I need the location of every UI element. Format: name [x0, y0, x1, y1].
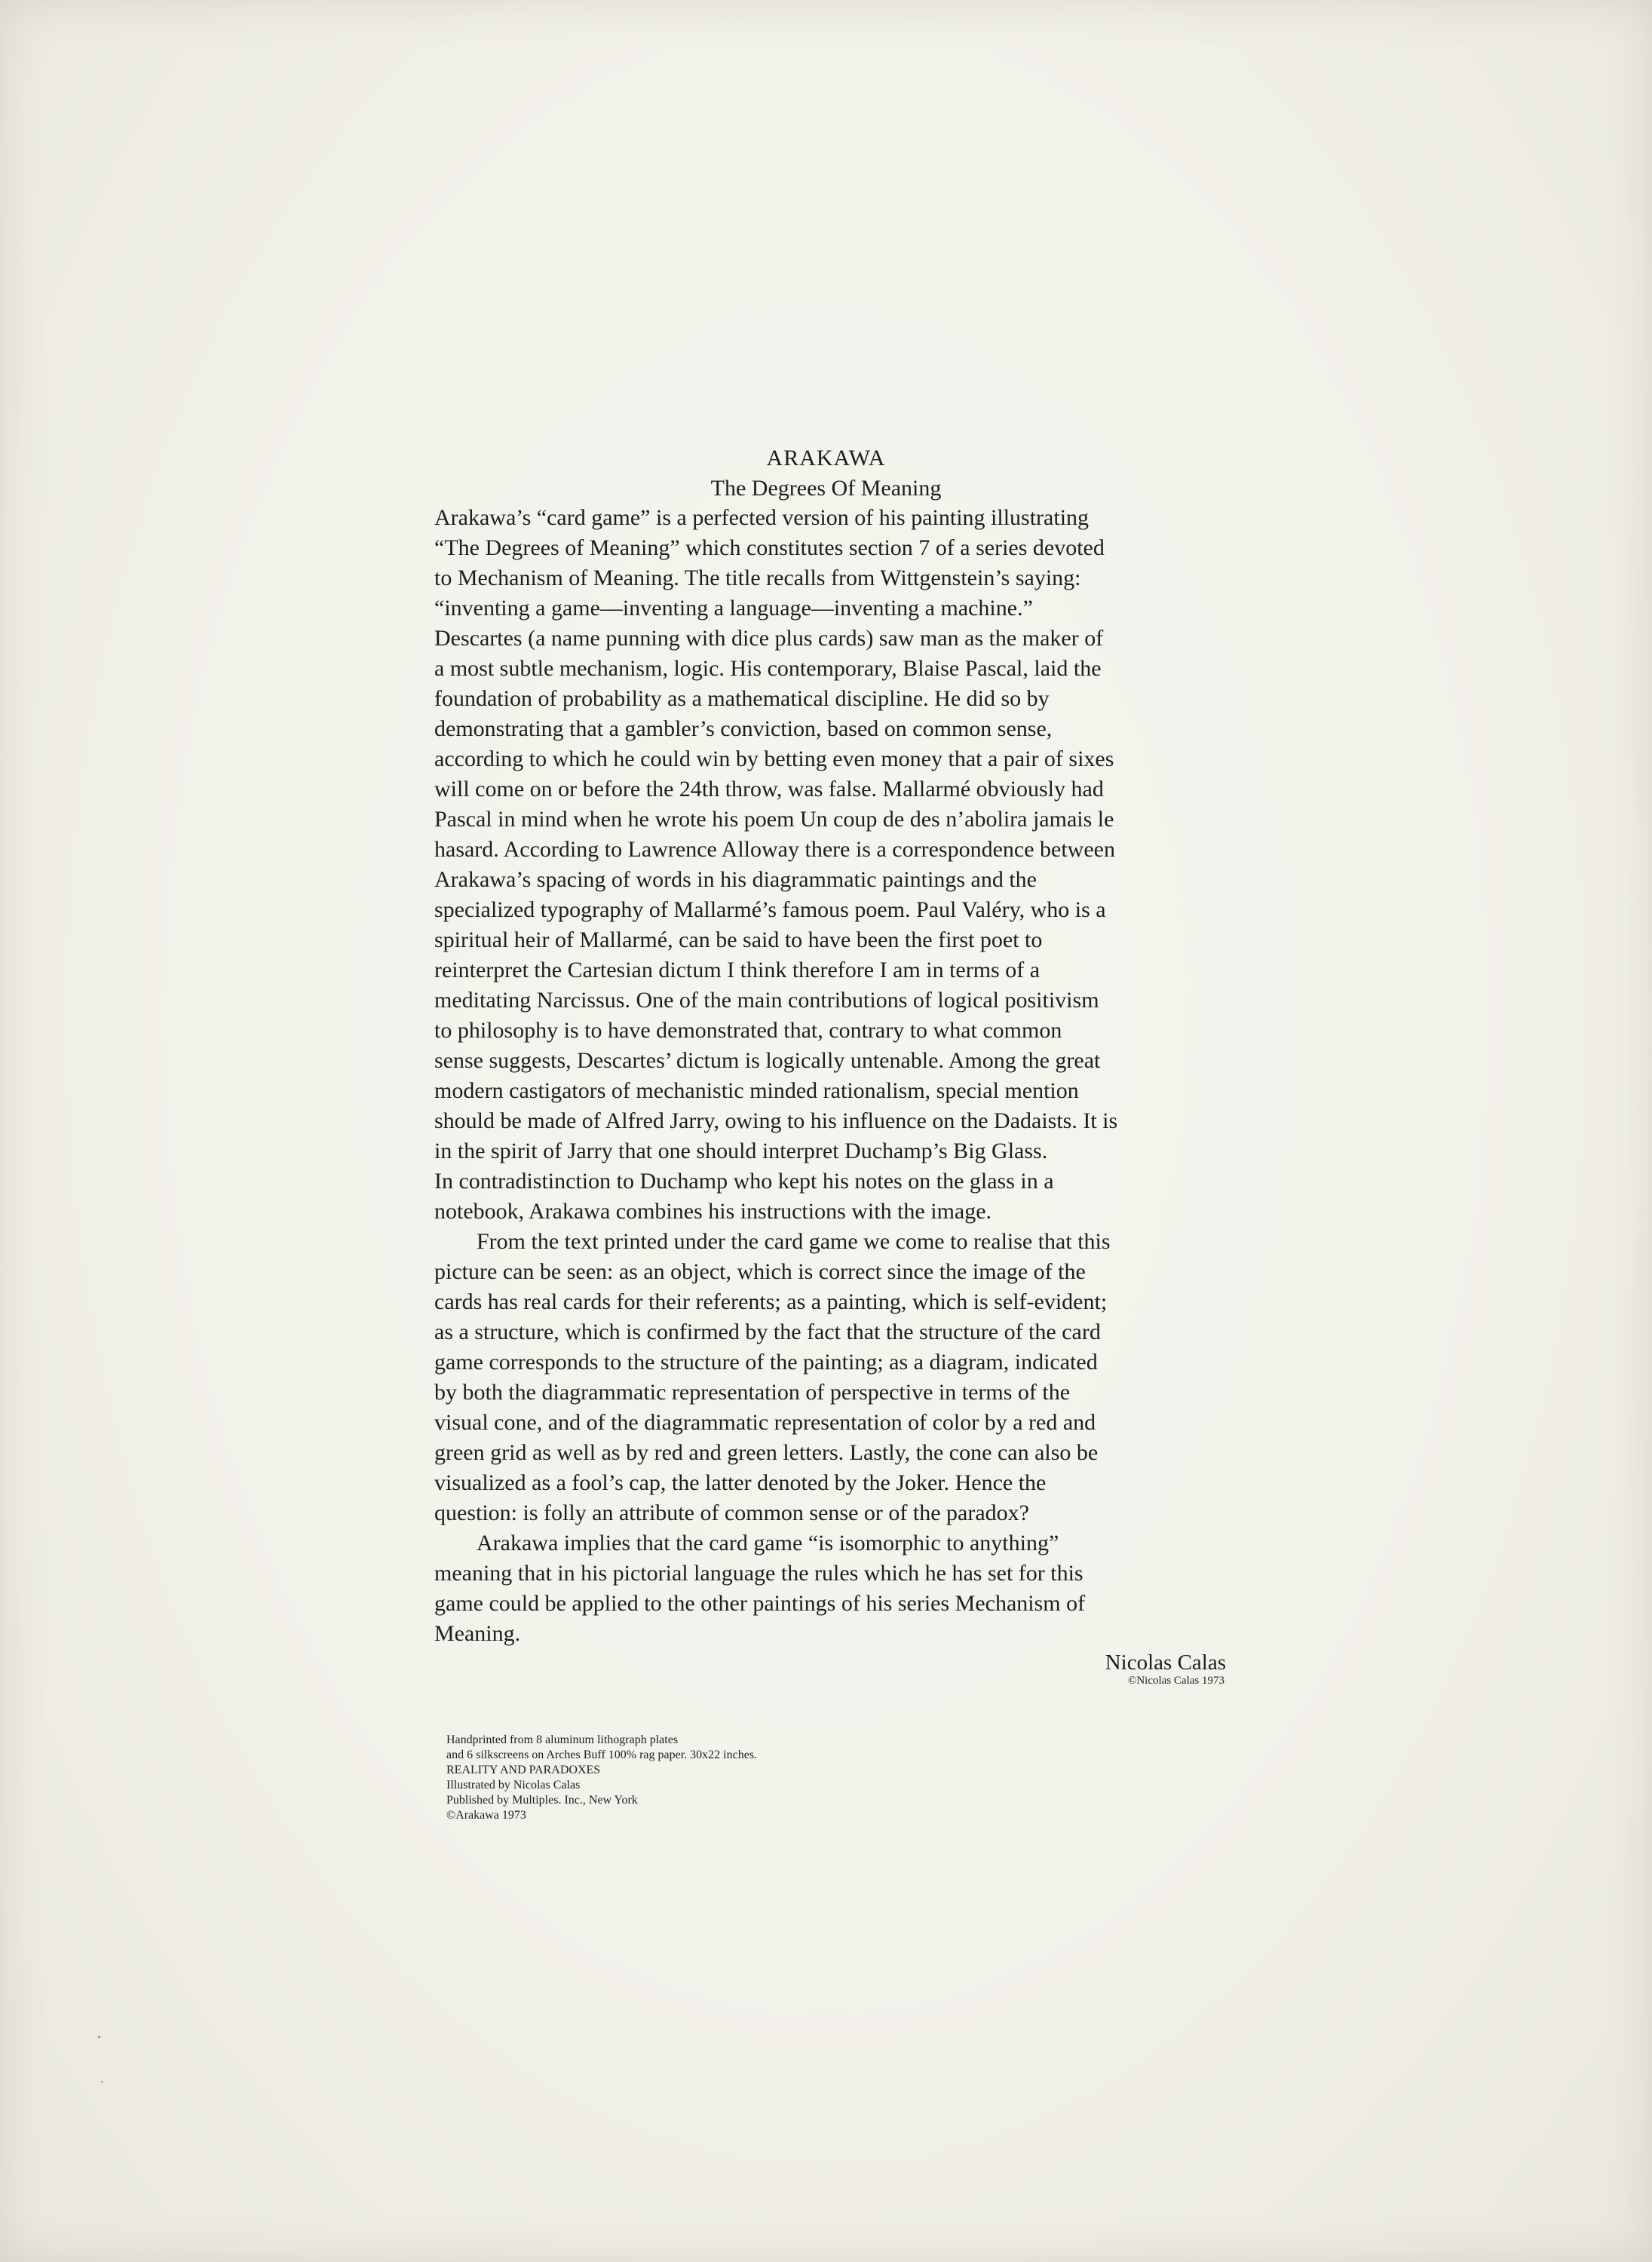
essay-line: according to which he could win by betting even money that a pair of sixes [434, 746, 1114, 771]
essay-line-paragraph-start: Arakawa implies that the card game “is isomorphic to anything” [477, 1531, 1059, 1556]
essay-line: notebook, Arakawa combines his instructions with the image. [434, 1199, 992, 1224]
essay-line: sense suggests, Descartes’ dictum is logically untenable. Among the great [434, 1048, 1101, 1073]
essay-body [434, 503, 1234, 1649]
essay-line: Meaning. [434, 1621, 521, 1646]
colophon-line: Published by Multiples. Inc., New York [446, 1794, 638, 1807]
essay-line: foundation of probability as a mathematical discipline. He did so by [434, 686, 1050, 711]
author-copyright: ©Nicolas Calas 1973 [1127, 1675, 1224, 1687]
colophon-line: Illustrated by Nicolas Calas [446, 1779, 581, 1792]
essay-line: should be made of Alfred Jarry, owing to his influence on the Dadaists. It is [434, 1108, 1118, 1133]
essay-line: modern castigators of mechanistic minded rationalism, special mention [434, 1078, 1079, 1103]
colophon-line: Handprinted from 8 aluminum lithograph plates [446, 1733, 679, 1746]
essay-line: hasard. According to Lawrence Alloway there is a correspondence between [434, 837, 1115, 862]
essay-line: as a structure, which is confirmed by the fact that the structure of the card [434, 1320, 1101, 1344]
essay-line: In contradistinction to Duchamp who kept his notes on the glass in a [434, 1169, 1054, 1194]
essay-line: Arakawa’s “card game” is a perfected version of his painting illustrating [434, 505, 1090, 530]
essay-line: game corresponds to the structure of the painting; as a diagram, indicated [434, 1350, 1098, 1375]
essay-line: question: is folly an attribute of common sense or of the paradox? [434, 1500, 1029, 1525]
essay-line: meaning that in his pictorial language the rules which he has set for this [434, 1561, 1083, 1586]
essay-line: meditating Narcissus. One of the main contributions of logical positivism [434, 988, 1099, 1013]
essay-line: to Mechanism of Meaning. The title recalls from Wittgenstein’s saying: [434, 566, 1081, 590]
colophon-line: ©Arakawa 1973 [446, 1809, 526, 1822]
essay-line: game could be applied to the other paintings of his series Mechanism of [434, 1591, 1086, 1616]
document-subtitle: The Degrees Of Meaning [710, 476, 942, 501]
essay-line: to philosophy is to have demonstrated that, contrary to what common [434, 1018, 1062, 1043]
essay-line: visual cone, and of the diagrammatic representation of color by a red and [434, 1410, 1096, 1435]
essay-line: picture can be seen: as an object, which is correct since the image of the [434, 1259, 1086, 1284]
essay-line: reinterpret the Cartesian dictum I think therefore I am in terms of a [434, 958, 1041, 982]
document-title: ARAKAWA [766, 446, 886, 470]
essay-line: Pascal in mind when he wrote his poem Un coup de des n’abolira jamais le [434, 807, 1114, 832]
essay-line: by both the diagrammatic representation of perspective in terms of the [434, 1380, 1071, 1405]
essay-line: specialized typography of Mallarmé’s famous poem. Paul Valéry, who is a [434, 897, 1106, 922]
paper-fleck [98, 2036, 100, 2038]
essay-line: a most subtle mechanism, logic. His contemporary, Blaise Pascal, laid the [434, 656, 1102, 681]
essay-line: Descartes (a name punning with dice plus cards) saw man as the maker of [434, 626, 1104, 651]
essay-line: “The Degrees of Meaning” which constitutes section 7 of a series devoted [434, 535, 1105, 560]
colophon-line: REALITY AND PARADOXES [446, 1764, 601, 1776]
essay-line: visualized as a fool’s cap, the latter denoted by the Joker. Hence the [434, 1470, 1047, 1495]
essay-line: cards has real cards for their referents; as a painting, which is self-evident; [434, 1289, 1108, 1314]
essay-line: “inventing a game—inventing a language—inventing a machine.” [434, 596, 1033, 621]
paper-fleck [101, 2081, 103, 2083]
essay-line-paragraph-start: From the text printed under the card game we come to realise that this [477, 1229, 1111, 1254]
essay-line: will come on or before the 24th throw, was false. Mallarmé obviously had [434, 777, 1104, 802]
colophon [446, 1733, 757, 1823]
essay-line: spiritual heir of Mallarmé, can be said to have been the first poet to [434, 927, 1043, 952]
essay-line: Arakawa’s spacing of words in his diagrammatic paintings and the [434, 867, 1037, 892]
essay-line: in the spirit of Jarry that one should interpret Duchamp’s Big Glass. [434, 1139, 1048, 1163]
essay-line: green grid as well as by red and green letters. Lastly, the cone can also be [434, 1440, 1099, 1465]
essay-line: demonstrating that a gambler’s conviction, based on common sense, [434, 716, 1053, 741]
colophon-line: and 6 silkscreens on Arches Buff 100% rag paper. 30x22 inches. [446, 1749, 758, 1761]
author-signature: Nicolas Calas [1105, 1651, 1226, 1675]
